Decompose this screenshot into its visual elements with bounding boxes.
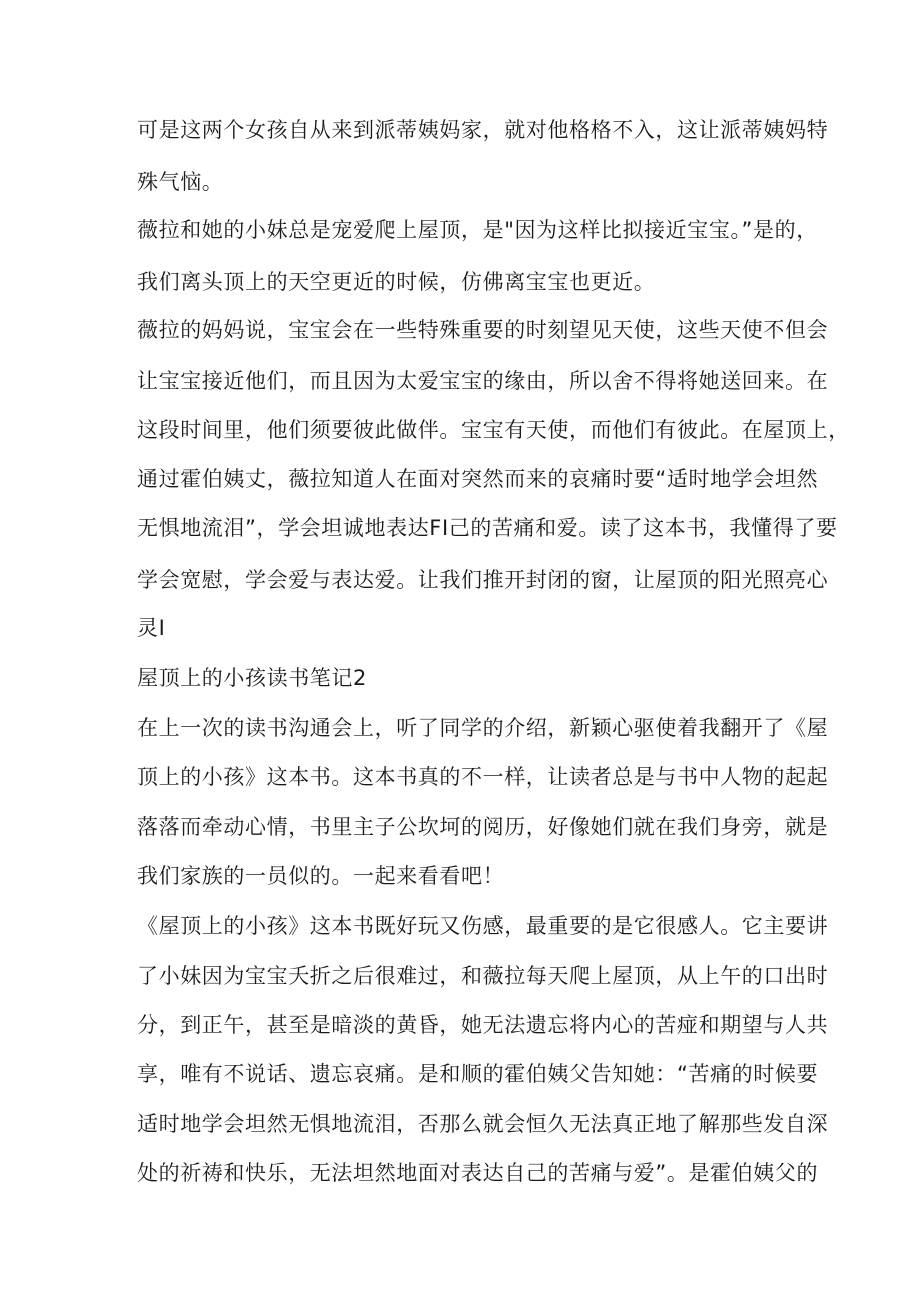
paragraph-1-line-2: 殊气恼。 [137, 170, 224, 194]
paragraph-5-line-4: 享，唯有不说话、遗忘哀痛。是和顺的霍伯姨父告知她：“苦痛的时候要 [137, 1062, 819, 1086]
paragraph-3-line-6: 学会宽慰，学会爱与表达爱。让我们推开封闭的窗，让屋顶的阳光照亮心 [137, 568, 829, 592]
paragraph-3-line-1: 薇拉的妈妈说，宝宝会在一些特殊重要的时刻望见天使，这些天使不但会 [137, 318, 829, 342]
paragraph-2-line-1: 薇拉和她的小妹总是宠爱爬上屋顶，是"因为这样比拟接近宝宝。”是的， [137, 218, 818, 242]
paragraph-4-line-2: 顶上的小孩》这本书。这本书真的不一样，让读者总是与书中人物的起起 [137, 765, 829, 789]
paragraph-3-line-5: 无惧地流泪”，学会坦诚地表达FI己的苦痛和爱。读了这本书，我懂得了要 [137, 516, 838, 540]
paragraph-5-line-3: 分，到正午，甚至是暗淡的黄昏，她无法遗忘将内心的苦痖和期望与人共 [137, 1013, 829, 1037]
paragraph-4-line-4: 我们家族的一员似的。一起来看看吧！ [137, 864, 505, 888]
paragraph-5-line-6: 处的祈祷和快乐，无法坦然地面对表达自己的苦痛与爱”。是霍伯姨父的 [137, 1161, 819, 1185]
paragraph-5-line-2: 了小妹因为宝宝夭折之后很难过，和薇拉每天爬上屋顶，从上午的口出时 [137, 964, 829, 988]
paragraph-2-line-2: 我们离头顶上的天空更近的时候，仿佛离宝宝也更近。 [137, 270, 656, 294]
paragraph-5-line-1: 《屋顶上的小孩》这本书既好玩又伤感，最重要的是它很感人。它主要讲 [137, 914, 829, 938]
paragraph-5-line-5: 适时地学会坦然无惧地流泪，否那么就会恒久无法真正地了解那些发自深 [137, 1112, 829, 1136]
paragraph-4-line-1: 在上一次的读书沟通会上，听了同学的介绍，新颖心驱使着我翻开了《屋 [137, 716, 829, 740]
section-heading: 屋顶上的小孩读书笔记2 [137, 666, 367, 690]
paragraph-3-line-3: 这段时间里，他们须要彼此做伴。宝宝有天使，而他们有彼此。在屋顶上， [137, 418, 850, 442]
paragraph-3-line-7: 灵I [137, 616, 166, 640]
paragraph-1-line-1: 可是这两个女孩自从来到派蒂姨妈家，就对他格格不入，这让派蒂姨妈特 [137, 118, 829, 142]
paragraph-3-line-2: 让宝宝接近他们，而且因为太爱宝宝的缘由，所以舍不得将她送回来。在 [137, 369, 829, 393]
paragraph-4-line-3: 落落而牵动心情，书里主子公坎坷的阅历，好像她们就在我们身旁，就是 [137, 815, 829, 839]
paragraph-3-line-4: 通过霍伯姨丈，薇拉知道人在面对突然而来的哀痛时要“适时地学会坦然 [137, 467, 819, 491]
